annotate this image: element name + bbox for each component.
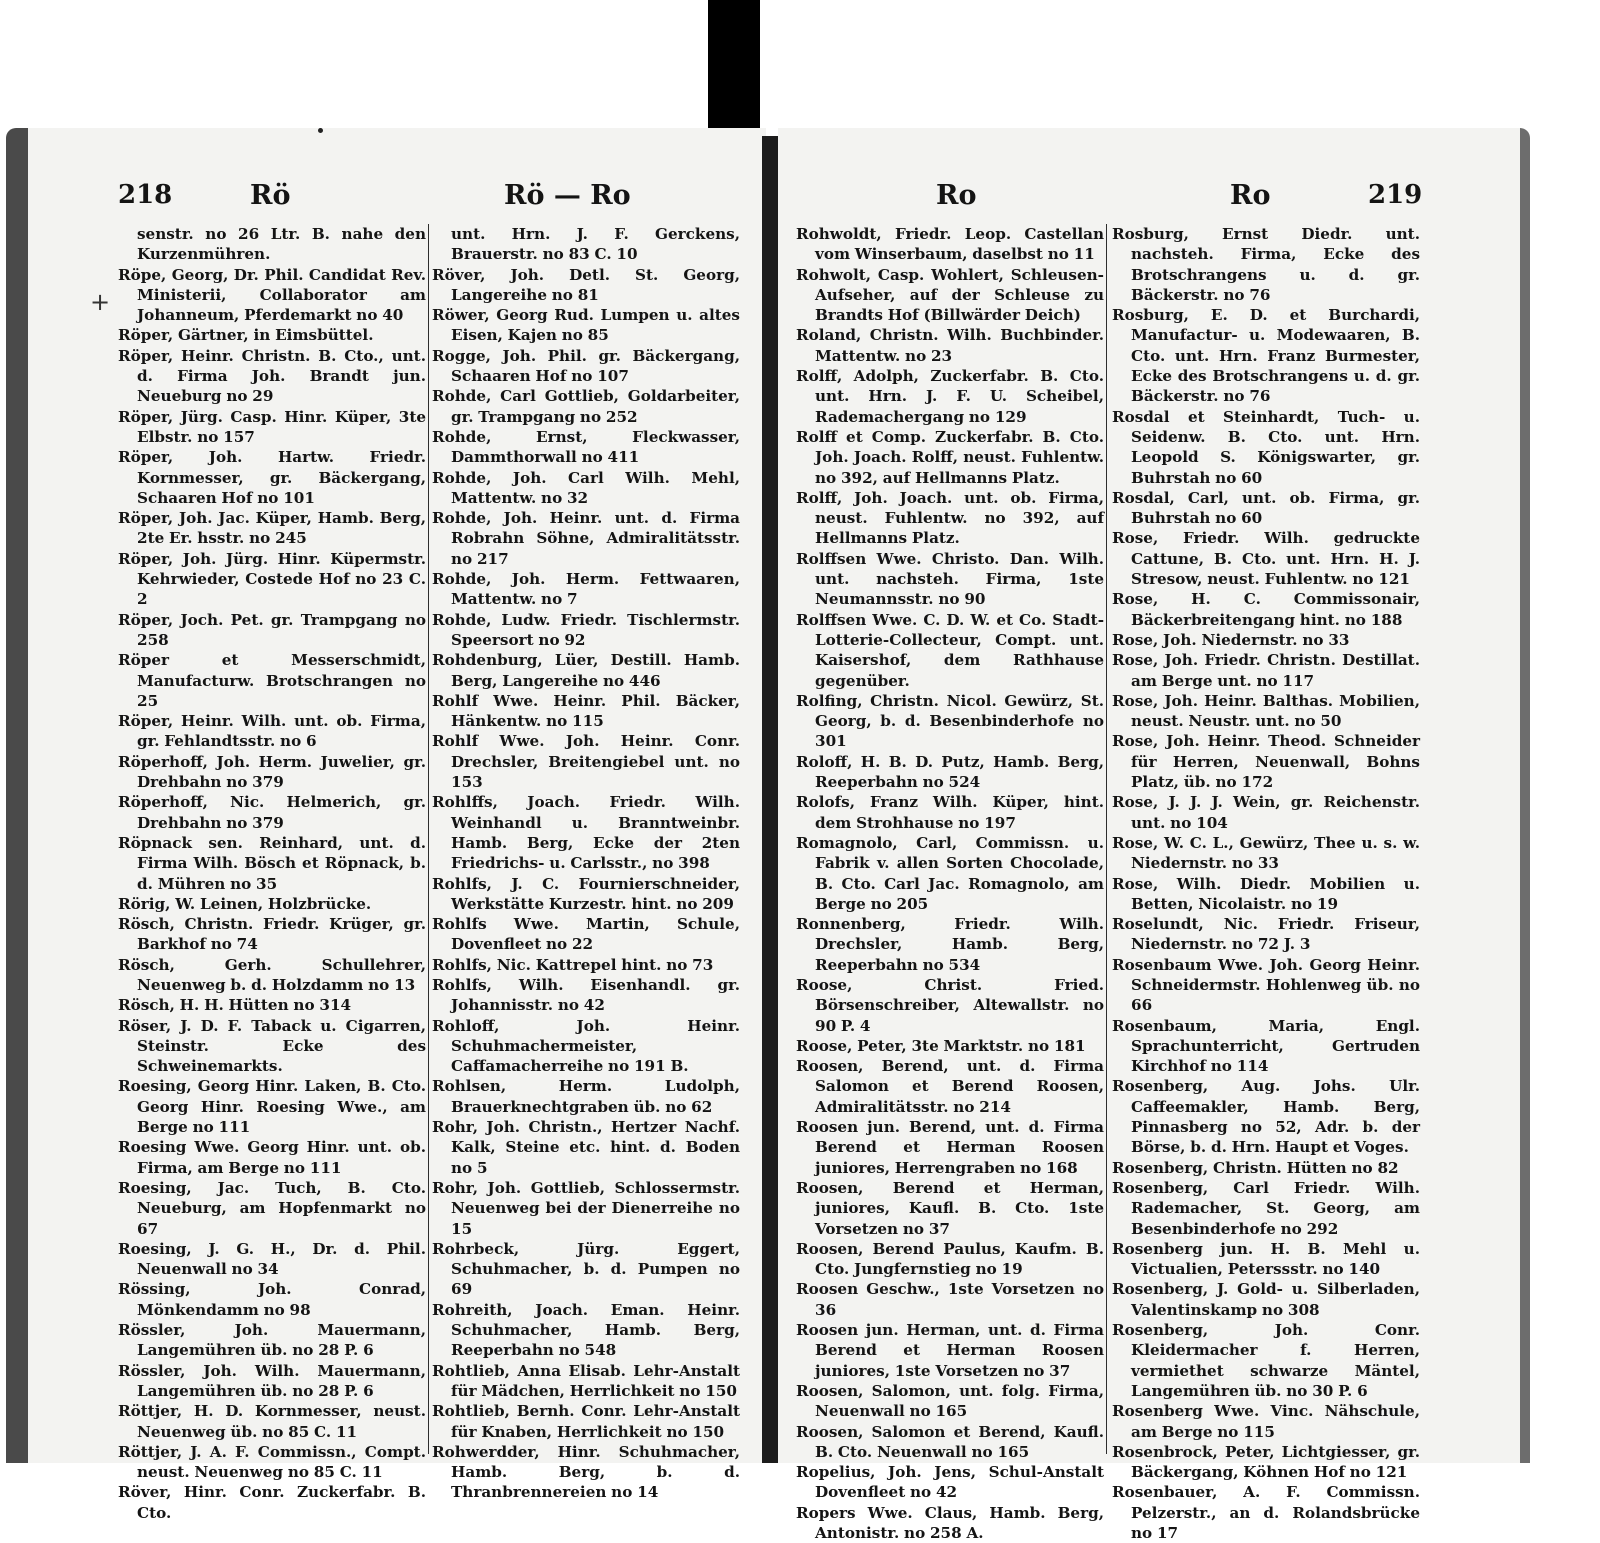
directory-entry: Rose, Joh. Heinr. Balthas. Mobilien, neust. Neustr. unt. no 50 (1112, 691, 1420, 731)
directory-entry: Röper, Gärtner, in Eimsbüttel. (118, 326, 374, 345)
directory-entry: Rohtlieb, Anna Elisab. Lehr-Anstalt für Mädchen, Herrlichkeit no 150 (432, 1361, 740, 1400)
directory-entry: Röper, Heinr. Wilh. unt. ob. Firma, gr. Fehlandtsstr. no 6 (118, 712, 426, 751)
ink-speck (318, 128, 323, 133)
directory-entry: Roesing, J. G. H., Dr. d. Phil. Neuenwall no 34 (118, 1239, 426, 1279)
directory-entry: Rohlffs, Joach. Friedr. Wilh. Weinhandl u. Branntweinbr. Hamb. Berg, Ecke der 2ten Friedrichs- u. Carlsstr., no 398 (432, 793, 740, 873)
directory-entry: Roesing, Georg Hinr. Laken, B. Cto. Georg Hinr. Roesing Wwe., am Berge no 111 (118, 1077, 426, 1137)
directory-entry: Röper, Joh. Jac. Küper, Hamb. Berg, 2te Er. hsstr. no 245 (118, 509, 426, 548)
directory-entry: Rolff, Adolph, Zuckerfabr. B. Cto. unt. Hrn. J. F. U. Scheibel, Rademachergang no 129 (796, 367, 1104, 426)
running-head-center: Rö — Ro (504, 180, 631, 211)
directory-entry: Röperhoff, Nic. Helmerich, gr. Drehbahn no 379 (118, 793, 426, 832)
directory-entry: Röver, Joh. Detl. St. Georg, Langereihe no 81 (432, 265, 740, 304)
directory-entry: Ropers Wwe. Claus, Hamb. Berg, Antonistr. no 258 A. (796, 1503, 1104, 1542)
directory-entry: Rohlsen, Herm. Ludolph, Brauerknechtgraben üb. no 62 (432, 1077, 740, 1116)
directory-entry: Rose, Joh. Niedernstr. no 33 (1112, 630, 1350, 649)
directory-entry: Rohtlieb, Bernh. Conr. Lehr-Anstalt für Knaben, Herrlichkeit no 150 (432, 1402, 740, 1441)
directory-entry: Röver, Hinr. Conr. Zuckerfabr. B. Cto. (118, 1483, 426, 1522)
left-page-header (28, 180, 766, 220)
book-spine (762, 136, 778, 1463)
directory-entry: Rosdal et Steinhardt, Tuch- u. Seidenw. B. Cto. unt. Hrn. Leopold S. Königswarter, gr. Buhrstah no 60 (1112, 407, 1420, 487)
directory-entry: Rohwoldt, Friedr. Leop. Castellan vom Winserbaum, daselbst no 11 (796, 225, 1104, 264)
directory-entry: Rohde, Joh. Heinr. unt. d. Firma Robrahn Söhne, Admiralitätsstr. no 217 (432, 509, 740, 568)
directory-entry: Rosenberg jun. H. B. Mehl u. Victualien, Peterssstr. no 140 (1112, 1239, 1420, 1279)
directory-entry: Rose, Friedr. Wilh. gedruckte Cattune, B. Cto. unt. Hrn. H. J. Stresow, neust. Fuhlentw. no 121 (1112, 529, 1420, 589)
directory-entry: Roosen Geschw., 1ste Vorsetzen no 36 (796, 1280, 1104, 1319)
directory-entry: Roose, Christ. Fried. Börsenschreiber, Altewallstr. no 90 P. 4 (796, 975, 1104, 1035)
directory-entry: Rosenbrock, Peter, Lichtgiesser, gr. Bäckergang, Köhnen Hof no 121 (1112, 1442, 1420, 1482)
directory-entry: Roesing, Jac. Tuch, B. Cto. Neueburg, am Hopfenmarkt no 67 (118, 1178, 426, 1238)
directory-entry: Rohde, Ernst, Fleckwasser, Dammthorwall no 411 (432, 427, 740, 467)
directory-entry: Rohreith, Joach. Eman. Heinr. Schuhmacher, Hamb. Berg, Reeperbahn no 548 (432, 1300, 740, 1360)
directory-entry: Röper, Joh. Hartw. Friedr. Kornmesser, gr. Bäckergang, Schaaren Hof no 101 (118, 448, 426, 507)
directory-entry: Rolffsen Wwe. Christo. Dan. Wilh. unt. nachsteh. Firma, 1ste Neumannsstr. no 90 (796, 549, 1104, 609)
directory-entry: Rosenbaum Wwe. Joh. Georg Heinr. Schneidermstr. Hohlenweg üb. no 66 (1112, 955, 1420, 1015)
directory-entry: Roosen jun. Berend, unt. d. Firma Berend et Herman Roosen juniores, Herrengraben no 168 (796, 1118, 1104, 1177)
directory-entry: Röttjer, J. A. F. Commissn., Compt. neust. Neuenweg no 85 C. 11 (118, 1442, 426, 1482)
directory-entry: Rohlfs, J. C. Fournierschneider, Werkstätte Kurzestr. hint. no 209 (432, 874, 740, 913)
directory-entry: Rolfing, Christn. Nicol. Gewürz, St. Georg, b. d. Besenbinderhofe no 301 (796, 691, 1104, 751)
directory-entry: Rohlf Wwe. Joh. Heinr. Conr. Drechsler, Breitengiebel unt. no 153 (432, 732, 740, 792)
directory-entry: Rohdenburg, Lüer, Destill. Hamb. Berg, Langereihe no 446 (432, 651, 740, 690)
directory-entry: Röser, J. D. F. Taback u. Cigarren, Steinstr. Ecke des Schweinemarkts. (118, 1016, 426, 1076)
directory-entry: Rolff et Comp. Zuckerfabr. B. Cto. Joh. Joach. Rolff, neust. Fuhlentw. no 392, auf Hellmanns Platz. (796, 427, 1104, 487)
directory-entry: Rohr, Joh. Gottlieb, Schlossermstr. Neuenweg bei der Dienerreihe no 15 (432, 1178, 740, 1238)
directory-entry: Rohwolt, Casp. Wohlert, Schleusen-Aufseher, auf der Schleuse zu Brandts Hof (Billwärder Deich) (796, 265, 1104, 325)
directory-entry: Rohlfs, Wilh. Eisenhandl. gr. Johannisstr. no 42 (432, 975, 740, 1015)
directory-entry: Röperhoff, Joh. Herm. Juwelier, gr. Drehbahn no 379 (118, 752, 426, 792)
directory-entry: Ronnenberg, Friedr. Wilh. Drechsler, Hamb. Berg, Reeperbahn no 534 (796, 915, 1104, 974)
running-head-right-1: Ro (936, 180, 977, 211)
directory-entry: Rohlfs, Nic. Kattrepel hint. no 73 (432, 955, 714, 974)
handwritten-margin-mark: + (90, 288, 111, 316)
directory-entry: Rolff, Joh. Joach. unt. ob. Firma, neust. Fuhlentw. no 392, auf Hellmanns Platz. (796, 488, 1104, 548)
directory-entry: Rosenberg, Christn. Hütten no 82 (1112, 1158, 1399, 1177)
directory-entry: Rohde, Joh. Herm. Fettwaaren, Mattentw. no 7 (432, 570, 740, 609)
directory-entry: Ropelius, Joh. Jens, Schul-Anstalt Dovenfleet no 42 (796, 1463, 1104, 1502)
directory-entry: Röpe, Georg, Dr. Phil. Candidat Rev. Ministerii, Collaborator am Johanneum, Pferdemarkt no 40 (118, 265, 426, 325)
right-column-2 (1112, 224, 1420, 1543)
directory-entry: Rosenberg, J. Gold- u. Silberladen, Valentinskamp no 308 (1112, 1280, 1420, 1319)
directory-entry: Rohde, Carl Gottlieb, Goldarbeiter, gr. Trampgang no 252 (432, 387, 740, 426)
directory-entry: Röwer, Georg Rud. Lumpen u. altes Eisen, Kajen no 85 (432, 306, 740, 345)
column-rule (428, 224, 429, 1454)
directory-entry: Röpnack sen. Reinhard, unt. d. Firma Wilh. Bösch et Röpnack, b. d. Mühren no 35 (118, 833, 426, 893)
directory-entry: Roosen, Berend Paulus, Kaufm. B. Cto. Jungfernstieg no 19 (796, 1239, 1104, 1279)
directory-entry: Rössler, Joh. Wilh. Mauermann, Langemühren üb. no 28 P. 6 (118, 1361, 426, 1400)
directory-entry: Röper et Messerschmidt, Manufacturw. Brotschrangen no 25 (118, 651, 426, 710)
page-number-right: 219 (1368, 180, 1423, 210)
directory-entry: Roselundt, Nic. Friedr. Friseur, Niedernstr. no 72 J. 3 (1112, 915, 1420, 954)
directory-entry: Rose, Joh. Friedr. Christn. Destillat. am Berge unt. no 117 (1112, 651, 1420, 690)
directory-entry: Röper, Joh. Jürg. Hinr. Küpermstr. Kehrwieder, Costede Hof no 23 C. 2 (118, 549, 426, 609)
directory-entry: Rössler, Joh. Mauermann, Langemühren üb. no 28 P. 6 (118, 1321, 426, 1360)
page-number-left: 218 (118, 180, 173, 210)
directory-entry: Röper, Jürg. Casp. Hinr. Küper, 3te Elbstr. no 157 (118, 407, 426, 446)
left-page (6, 128, 766, 1522)
directory-entry: Rohlf Wwe. Heinr. Phil. Bäcker, Hänkentw. no 115 (432, 691, 740, 731)
directory-entry: senstr. no 26 Ltr. B. nahe den Kurzenmühren. (137, 225, 426, 264)
bookmark-ribbon (708, 0, 760, 128)
directory-entry: Rogge, Joh. Phil. gr. Bäckergang, Schaaren Hof no 107 (432, 346, 740, 386)
directory-entry: Rose, J. J. J. Wein, gr. Reichenstr. unt. no 104 (1112, 793, 1420, 832)
directory-entry: Roosen, Salomon et Berend, Kaufl. B. Cto. Neuenwall no 165 (796, 1422, 1104, 1461)
directory-entry: Roloff, H. B. D. Putz, Hamb. Berg, Reeperbahn no 524 (796, 752, 1104, 792)
directory-entry: Rössing, Joh. Conrad, Mönkendamm no 98 (118, 1280, 426, 1319)
directory-entry: Roosen, Berend et Herman, juniores, Kaufl. B. Cto. 1ste Vorsetzen no 37 (796, 1178, 1104, 1238)
directory-entry: Romagnolo, Carl, Commissn. u. Fabrik v. allen Sorten Chocolade, B. Cto. Carl Jac. Romagnolo, am Berge no 205 (796, 833, 1104, 913)
directory-entry: Roesing Wwe. Georg Hinr. unt. ob. Firma, am Berge no 111 (118, 1138, 426, 1177)
directory-entry: Roose, Peter, 3te Marktstr. no 181 (796, 1036, 1086, 1055)
directory-entry: Rosenberg Wwe. Vinc. Nähschule, am Berge no 115 (1112, 1402, 1420, 1441)
directory-entry: Roosen, Salomon, unt. folg. Firma, Neuenwall no 165 (796, 1381, 1104, 1421)
left-column-2 (432, 224, 740, 1503)
running-head-left: Rö (250, 180, 291, 211)
directory-entry: Rösch, Gerh. Schullehrer, Neuenweg b. d. Holzdamm no 13 (118, 955, 426, 994)
directory-entry: Rösch, H. H. Hütten no 314 (118, 996, 352, 1015)
directory-entry: Rosburg, E. D. et Burchardi, Manufactur- u. Modewaaren, B. Cto. unt. Hrn. Franz Burmester, Ecke des Brotschrangens u. d. gr. Bäckerstr. no 76 (1112, 306, 1420, 406)
directory-entry: Rosenberg, Joh. Conr. Kleidermacher f. Herren, vermiethet schwarze Mäntel, Langemühren üb. no 30 P. 6 (1112, 1321, 1420, 1400)
right-column-1 (796, 224, 1104, 1543)
directory-entry: Rose, W. C. L., Gewürz, Thee u. s. w. Niedernstr. no 33 (1112, 833, 1420, 873)
directory-entry: Rosenbaum, Maria, Engl. Sprachunterricht, Gertruden Kirchhof no 114 (1112, 1016, 1420, 1076)
directory-entry: Rörig, W. Leinen, Holzbrücke. (118, 894, 372, 913)
directory-entry: Roosen jun. Herman, unt. d. Firma Berend et Herman Roosen juniores, 1ste Vorsetzen no 37 (796, 1321, 1104, 1380)
directory-entry: Rohloff, Joh. Heinr. Schuhmachermeister, Caffamacherreihe no 191 B. (432, 1016, 740, 1076)
column-rule (1106, 224, 1107, 1454)
directory-entry: Rosdal, Carl, unt. ob. Firma, gr. Buhrstah no 60 (1112, 488, 1420, 528)
directory-entry: Rohlfs Wwe. Martin, Schule, Dovenfleet no 22 (432, 915, 740, 954)
directory-entry: Rose, H. C. Commissonair, Bäckerbreitengang hint. no 188 (1112, 590, 1420, 629)
directory-entry: Roland, Christn. Wilh. Buchbinder. Mattentw. no 23 (796, 326, 1104, 365)
directory-entry: Röper, Joch. Pet. gr. Trampgang no 258 (118, 610, 426, 649)
directory-entry: Rohde, Ludw. Friedr. Tischlermstr. Speersort no 92 (432, 610, 740, 649)
directory-entry: Rose, Wilh. Diedr. Mobilien u. Betten, Nicolaistr. no 19 (1112, 874, 1420, 913)
directory-entry: Rosenbauer, A. F. Commissn. Pelzerstr., an d. Rolandsbrücke no 17 (1112, 1483, 1420, 1542)
directory-entry: Rolffsen Wwe. C. D. W. et Co. Stadt-Lotterie-Collecteur, Compt. unt. Kaisershof, dem Rathhause gegenüber. (796, 610, 1104, 690)
directory-entry: Röper, Heinr. Christn. B. Cto., unt. d. Firma Joh. Brandt jun. Neueburg no 29 (118, 346, 426, 406)
directory-entry: Rosenberg, Aug. Johs. Ulr. Caffeemakler, Hamb. Berg, Pinnasberg no 52, Adr. b. der Börse, b. d. Hrn. Haupt et Voges. (1112, 1077, 1420, 1157)
directory-entry: Rolofs, Franz Wilh. Küper, hint. dem Strohhause no 197 (796, 793, 1104, 832)
right-page-header (778, 180, 1520, 220)
directory-entry: unt. Hrn. J. F. Gerckens, Brauerstr. no 83 C. 10 (451, 225, 740, 264)
directory-entry: Rohrbeck, Jürg. Eggert, Schuhmacher, b. d. Pumpen no 69 (432, 1239, 740, 1299)
directory-entry: Roosen, Berend, unt. d. Firma Salomon et Berend Roosen, Admiralitätsstr. no 214 (796, 1057, 1104, 1116)
directory-entry: Rose, Joh. Heinr. Theod. Schneider für Herren, Neuenwall, Bohns Platz, üb. no 172 (1112, 732, 1420, 792)
running-head-right-2: Ro (1230, 180, 1271, 211)
directory-entry: Rohr, Joh. Christn., Hertzer Nachf. Kalk, Steine etc. hint. d. Boden no 5 (432, 1118, 740, 1177)
left-column-1 (118, 224, 426, 1523)
directory-entry: Rosburg, Ernst Diedr. unt. nachsteh. Firma, Ecke des Brotschrangens u. d. gr. Bäckerstr. no 76 (1112, 225, 1420, 304)
directory-entry: Rösch, Christn. Friedr. Krüger, gr. Barkhof no 74 (118, 915, 426, 954)
right-page (778, 128, 1530, 1542)
directory-entry: Röttjer, H. D. Kornmesser, neust. Neuenweg üb. no 85 C. 11 (118, 1402, 426, 1441)
directory-entry: Rosenberg, Carl Friedr. Wilh. Rademacher, St. Georg, am Besenbinderhofe no 292 (1112, 1178, 1420, 1238)
directory-entry: Rohde, Joh. Carl Wilh. Mehl, Mattentw. no 32 (432, 468, 740, 507)
directory-entry: Rohwerdder, Hinr. Schuhmacher, Hamb. Berg, b. d. Thranbrennereien no 14 (432, 1442, 740, 1502)
